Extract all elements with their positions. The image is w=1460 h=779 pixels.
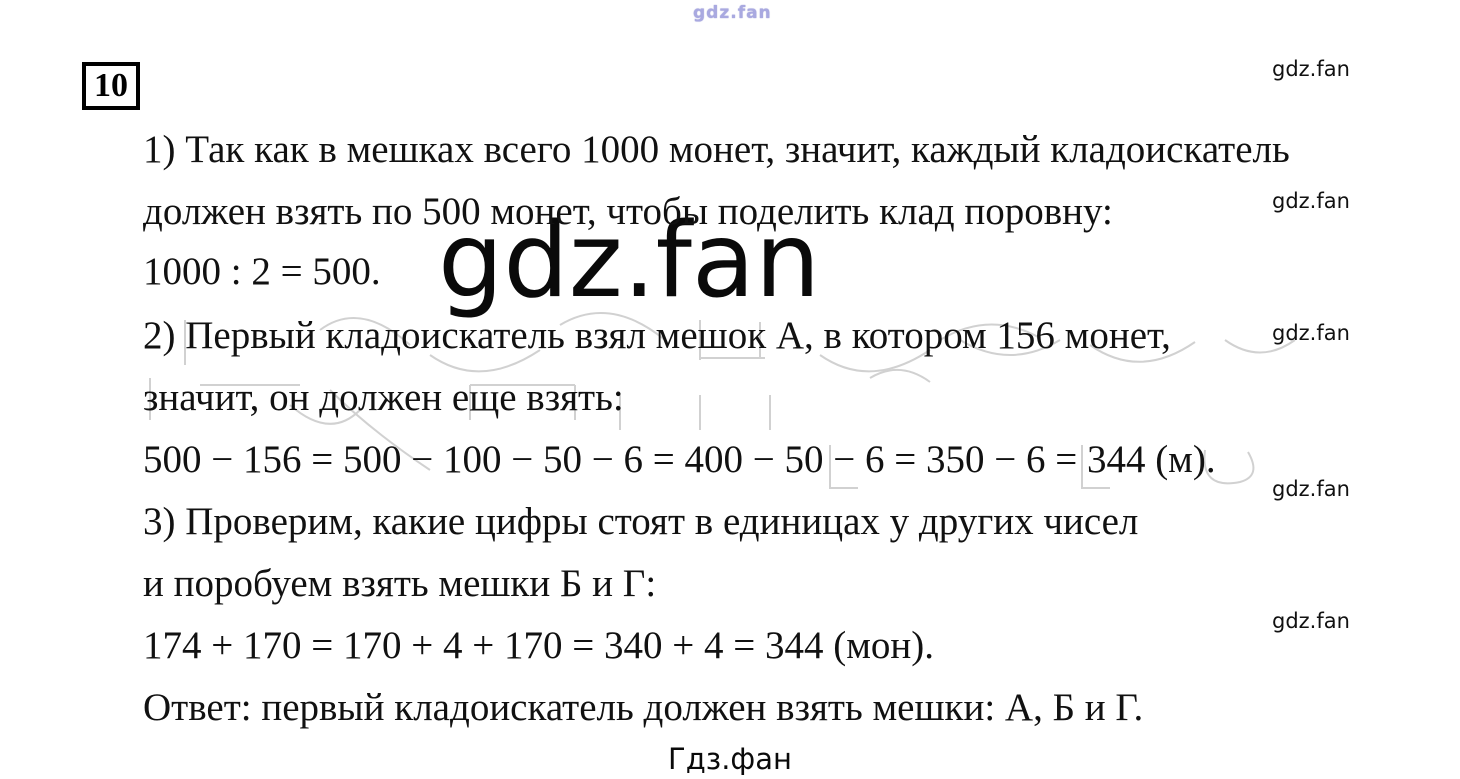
watermark-side: gdz.fan — [1272, 189, 1350, 213]
solution-line: 1) Так как в мешках всего 1000 монет, значит, каждый кладоискатель — [143, 128, 1290, 171]
watermark-side: gdz.fan — [1272, 321, 1350, 345]
watermark-center: gdz.fan — [438, 201, 821, 321]
solution-line: 500 − 156 = 500 − 100 − 50 − 6 = 400 − 50 − 6 = 350 − 6 = 344 (м). — [143, 438, 1216, 481]
watermark-side: gdz.fan — [1272, 57, 1350, 81]
solution-line: должен взять по 500 монет, чтобы поделить клад поровну: — [143, 190, 1113, 233]
solution-line: 1000 : 2 = 500. — [143, 250, 381, 293]
solution-line: Ответ: первый кладоискатель должен взять мешки: А, Б и Г. — [143, 686, 1144, 729]
solution-line: и поробуем взять мешки Б и Г: — [143, 562, 657, 605]
solution-line: значит, он должен еще взять: — [143, 376, 624, 419]
watermark-top: gdz.fan — [693, 3, 772, 23]
watermark-side: gdz.fan — [1272, 609, 1350, 633]
problem-number-badge: 10 — [82, 62, 140, 110]
solution-line: 2) Первый кладоискатель взял мешок А, в котором 156 монет, — [143, 314, 1171, 357]
solution-line: 174 + 170 = 170 + 4 + 170 = 340 + 4 = 344 (мон). — [143, 624, 934, 667]
footer-site-name: Гдз.фан — [668, 742, 792, 776]
solution-line: 3) Проверим, какие цифры стоят в единицах у других чисел — [143, 500, 1139, 543]
watermark-side: gdz.fan — [1272, 477, 1350, 501]
